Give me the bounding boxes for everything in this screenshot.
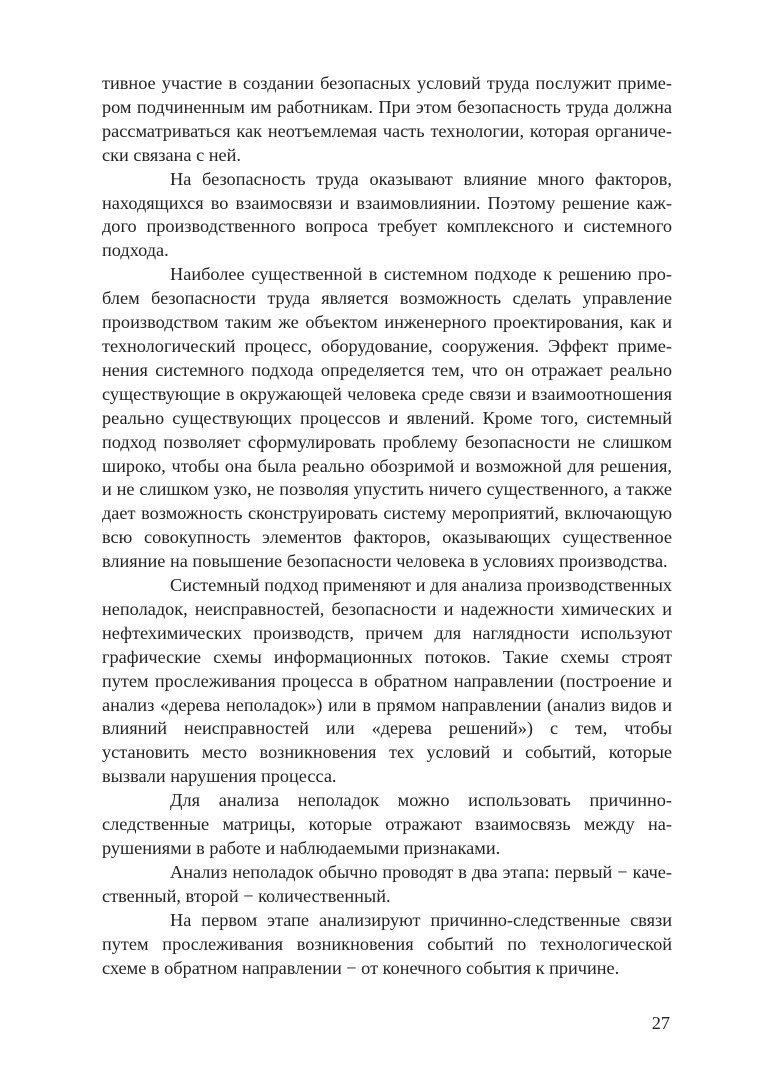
page-number: 27: [651, 1013, 670, 1033]
paragraph-continuation: тивное участие в создании безопасных условий труда послужит примером подчиненным им работникам. При этом безопасность труда должна рассматриваться как неотъемлемая часть технологии, которая органически связана с ней.: [102, 73, 672, 165]
paragraph-cause-effect-matrices: Для анализа неполадок можно использовать причинно-следственные матрицы, которые отражают взаимосвязь между нарушениями в работе и наблюдаемыми признаками.: [102, 790, 672, 858]
paragraph-systems-approach: Наиболее существенной в системном подходе к решению проблем безопасности труда является возможность сделать управление производством таким же объектом инженерного проектирования, как и технологический процесс, оборудование, сооружения. Эффект применения системного подхода определяется тем, что он отражает реально существующие в окружающей человека среде связи и взаимоотношения реально существующих процессов и явлений. Кроме того, системный подход позволяет сформулировать проблему безопасности не слишком широко, чтобы она была реально обозримой и возможной для решения, и не слишком узко, не позволяя упустить ничего существенного, а также дает возможность сконструировать систему мероприятий, включающую всю совокупность элементов факторов, оказывающих существенное влияние на повышение безопасности человека в условиях производства.: [102, 264, 672, 572]
paragraph-safety-factors: На безопасность труда оказывают влияние много факторов, находящихся во взаимосвязи и взаимовлиянии. Поэтому решение каждого производственного вопроса требует комплексного и системного подхода.: [102, 168, 672, 261]
body-text: [102, 72, 672, 980]
paragraph-two-stages: Анализ неполадок обычно проводят в два этапа: первый − качественный, второй − количественный.: [102, 861, 672, 906]
paragraph-first-stage: На первом этапе анализируют причинно-следственные связи путем прослеживания возникновения событий по технологической схеме в обратном направлении − от конечного события к причине.: [102, 909, 672, 978]
paragraph-failure-analysis: Системный подход применяют и для анализа производственных неполадок, неисправностей, безопасности и надежности химических и нефтехимических производств, причем для наглядности используют графические схемы информационных потоков. Такие схемы строят путем прослеживания процесса в обратном направлении (построение и анализ «дерева неполадок») или в прямом направлении (анализ видов и влияний неисправностей или «дерева решений») с тем, чтобы установить место возникновения тех условий и событий, которые вызвали нарушения процесса.: [102, 575, 672, 787]
